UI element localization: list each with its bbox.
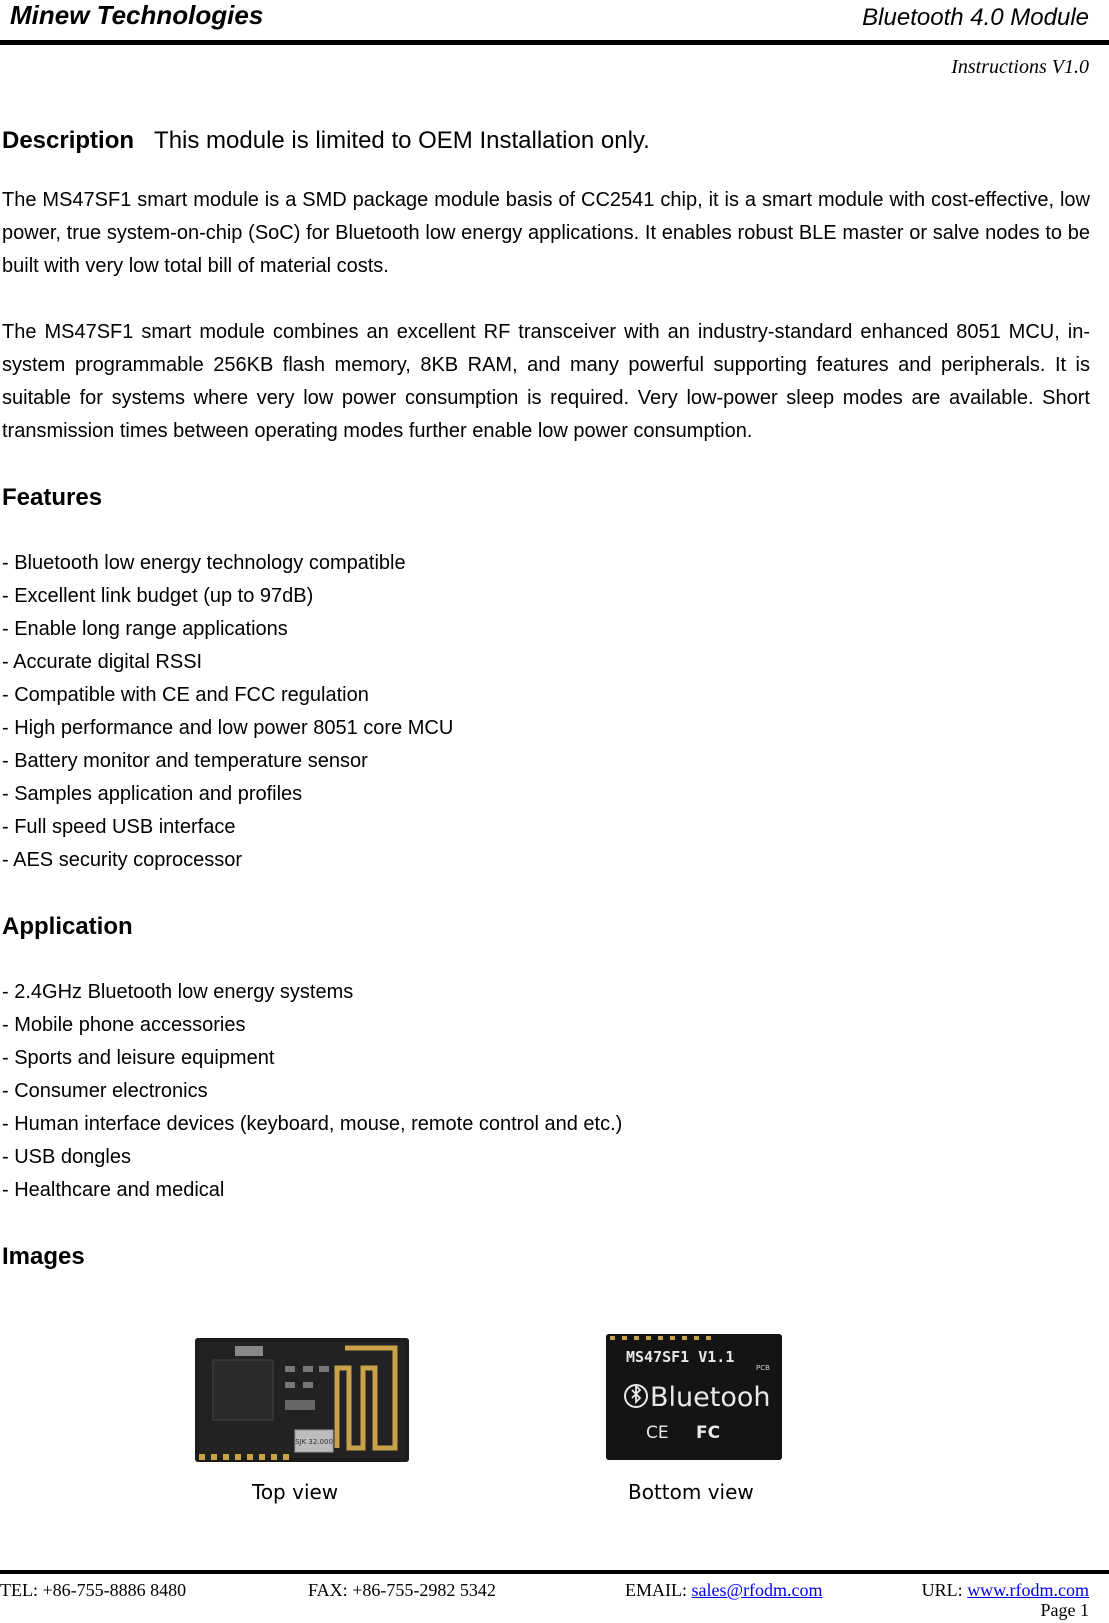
description-paragraph-1: The MS47SF1 smart module is a SMD package module basis of CC2541 chip, it is a smart module with cost-effective, low power, true system-on-chip (SoC) for Bluetooth low energy applications. It enables robust BLE master or salve nodes to be built with very low total bill of material costs. xyxy=(2,189,1090,277)
top-view-caption: Top view xyxy=(252,1480,339,1504)
list-item: - 2.4GHz Bluetooth low energy systems xyxy=(2,981,354,1003)
document-version: Instructions V1.0 xyxy=(951,56,1089,78)
module-images xyxy=(0,1328,1109,1468)
module-top-view-image xyxy=(195,1338,409,1462)
company-name: Minew Technologies xyxy=(10,0,264,30)
list-item: - Samples application and profiles xyxy=(2,783,303,805)
fax-label: FAX: xyxy=(308,1580,353,1600)
application-list xyxy=(2,976,1090,1207)
url-label: URL: xyxy=(921,1580,968,1600)
list-item: - Healthcare and medical xyxy=(2,1179,225,1201)
website-link[interactable]: www.rfodm.com xyxy=(967,1580,1089,1600)
footer-tel xyxy=(0,1580,186,1601)
model-label: MS47SF1 V1.1 xyxy=(626,1348,735,1366)
list-item: - Battery monitor and temperature sensor xyxy=(2,750,368,772)
document-body xyxy=(2,126,1090,1306)
bluetooth-brand: Bluetooh xyxy=(650,1382,771,1413)
pcb-label: PCB xyxy=(756,1364,770,1372)
features-list xyxy=(2,547,1090,877)
application-heading: Application xyxy=(2,913,133,940)
module-title: Bluetooth 4.0 Module xyxy=(862,4,1089,31)
description-title: Description xyxy=(2,127,135,154)
list-item: - Excellent link budget (up to 97dB) xyxy=(2,585,314,607)
ce-mark: CE xyxy=(646,1423,669,1443)
list-item: - Accurate digital RSSI xyxy=(2,651,203,673)
list-item: - Sports and leisure equipment xyxy=(2,1047,275,1069)
oem-notice: This module is limited to OEM Installation only. xyxy=(154,127,650,154)
list-item: - Human interface devices (keyboard, mouse, remote control and etc.) xyxy=(2,1113,623,1135)
module-bottom-view-image xyxy=(606,1334,782,1460)
description-heading xyxy=(2,126,1090,156)
features-heading: Features xyxy=(2,484,103,511)
list-item: - Mobile phone accessories xyxy=(2,1014,246,1036)
list-item: - Compatible with CE and FCC regulation xyxy=(2,684,369,706)
list-item: - Consumer electronics xyxy=(2,1080,208,1102)
header-divider xyxy=(0,40,1109,45)
footer-url xyxy=(922,1580,1089,1601)
bottom-view-caption: Bottom view xyxy=(628,1480,754,1504)
tel-label: TEL: xyxy=(0,1580,43,1600)
footer-divider xyxy=(0,1570,1109,1574)
crystal-label: SJK 32.000 xyxy=(295,1438,333,1446)
list-item: - High performance and low power 8051 core MCU xyxy=(2,717,454,739)
footer-fax xyxy=(308,1580,496,1601)
list-item: - Enable long range applications xyxy=(2,618,288,640)
images-heading: Images xyxy=(2,1243,85,1270)
list-item: - USB dongles xyxy=(2,1146,131,1168)
email-label: EMAIL: xyxy=(625,1580,692,1600)
email-link[interactable]: sales@rfodm.com xyxy=(691,1580,823,1600)
list-item: - Full speed USB interface xyxy=(2,816,236,838)
page-number: Page 1 xyxy=(1040,1600,1089,1620)
description-paragraph-2: The MS47SF1 smart module combines an excellent RF transceiver with an industry-standard enhanced 8051 MCU, in-system programmable 256KB flash memory, 8KB RAM, and many powerful supporting features and peripherals. It is suitable for systems where very low power consumption is required. Very low-power sleep modes are available. Short transmission times between operating modes further enable low power consumption. xyxy=(2,321,1090,442)
fcc-mark: FC xyxy=(696,1423,721,1443)
fax-value: +86-755-2982 5342 xyxy=(352,1580,496,1600)
tel-value: +86-755-8886 8480 xyxy=(42,1580,187,1600)
list-item: - AES security coprocessor xyxy=(2,849,243,871)
footer-email xyxy=(625,1580,823,1601)
list-item: - Bluetooth low energy technology compatible xyxy=(2,552,406,574)
